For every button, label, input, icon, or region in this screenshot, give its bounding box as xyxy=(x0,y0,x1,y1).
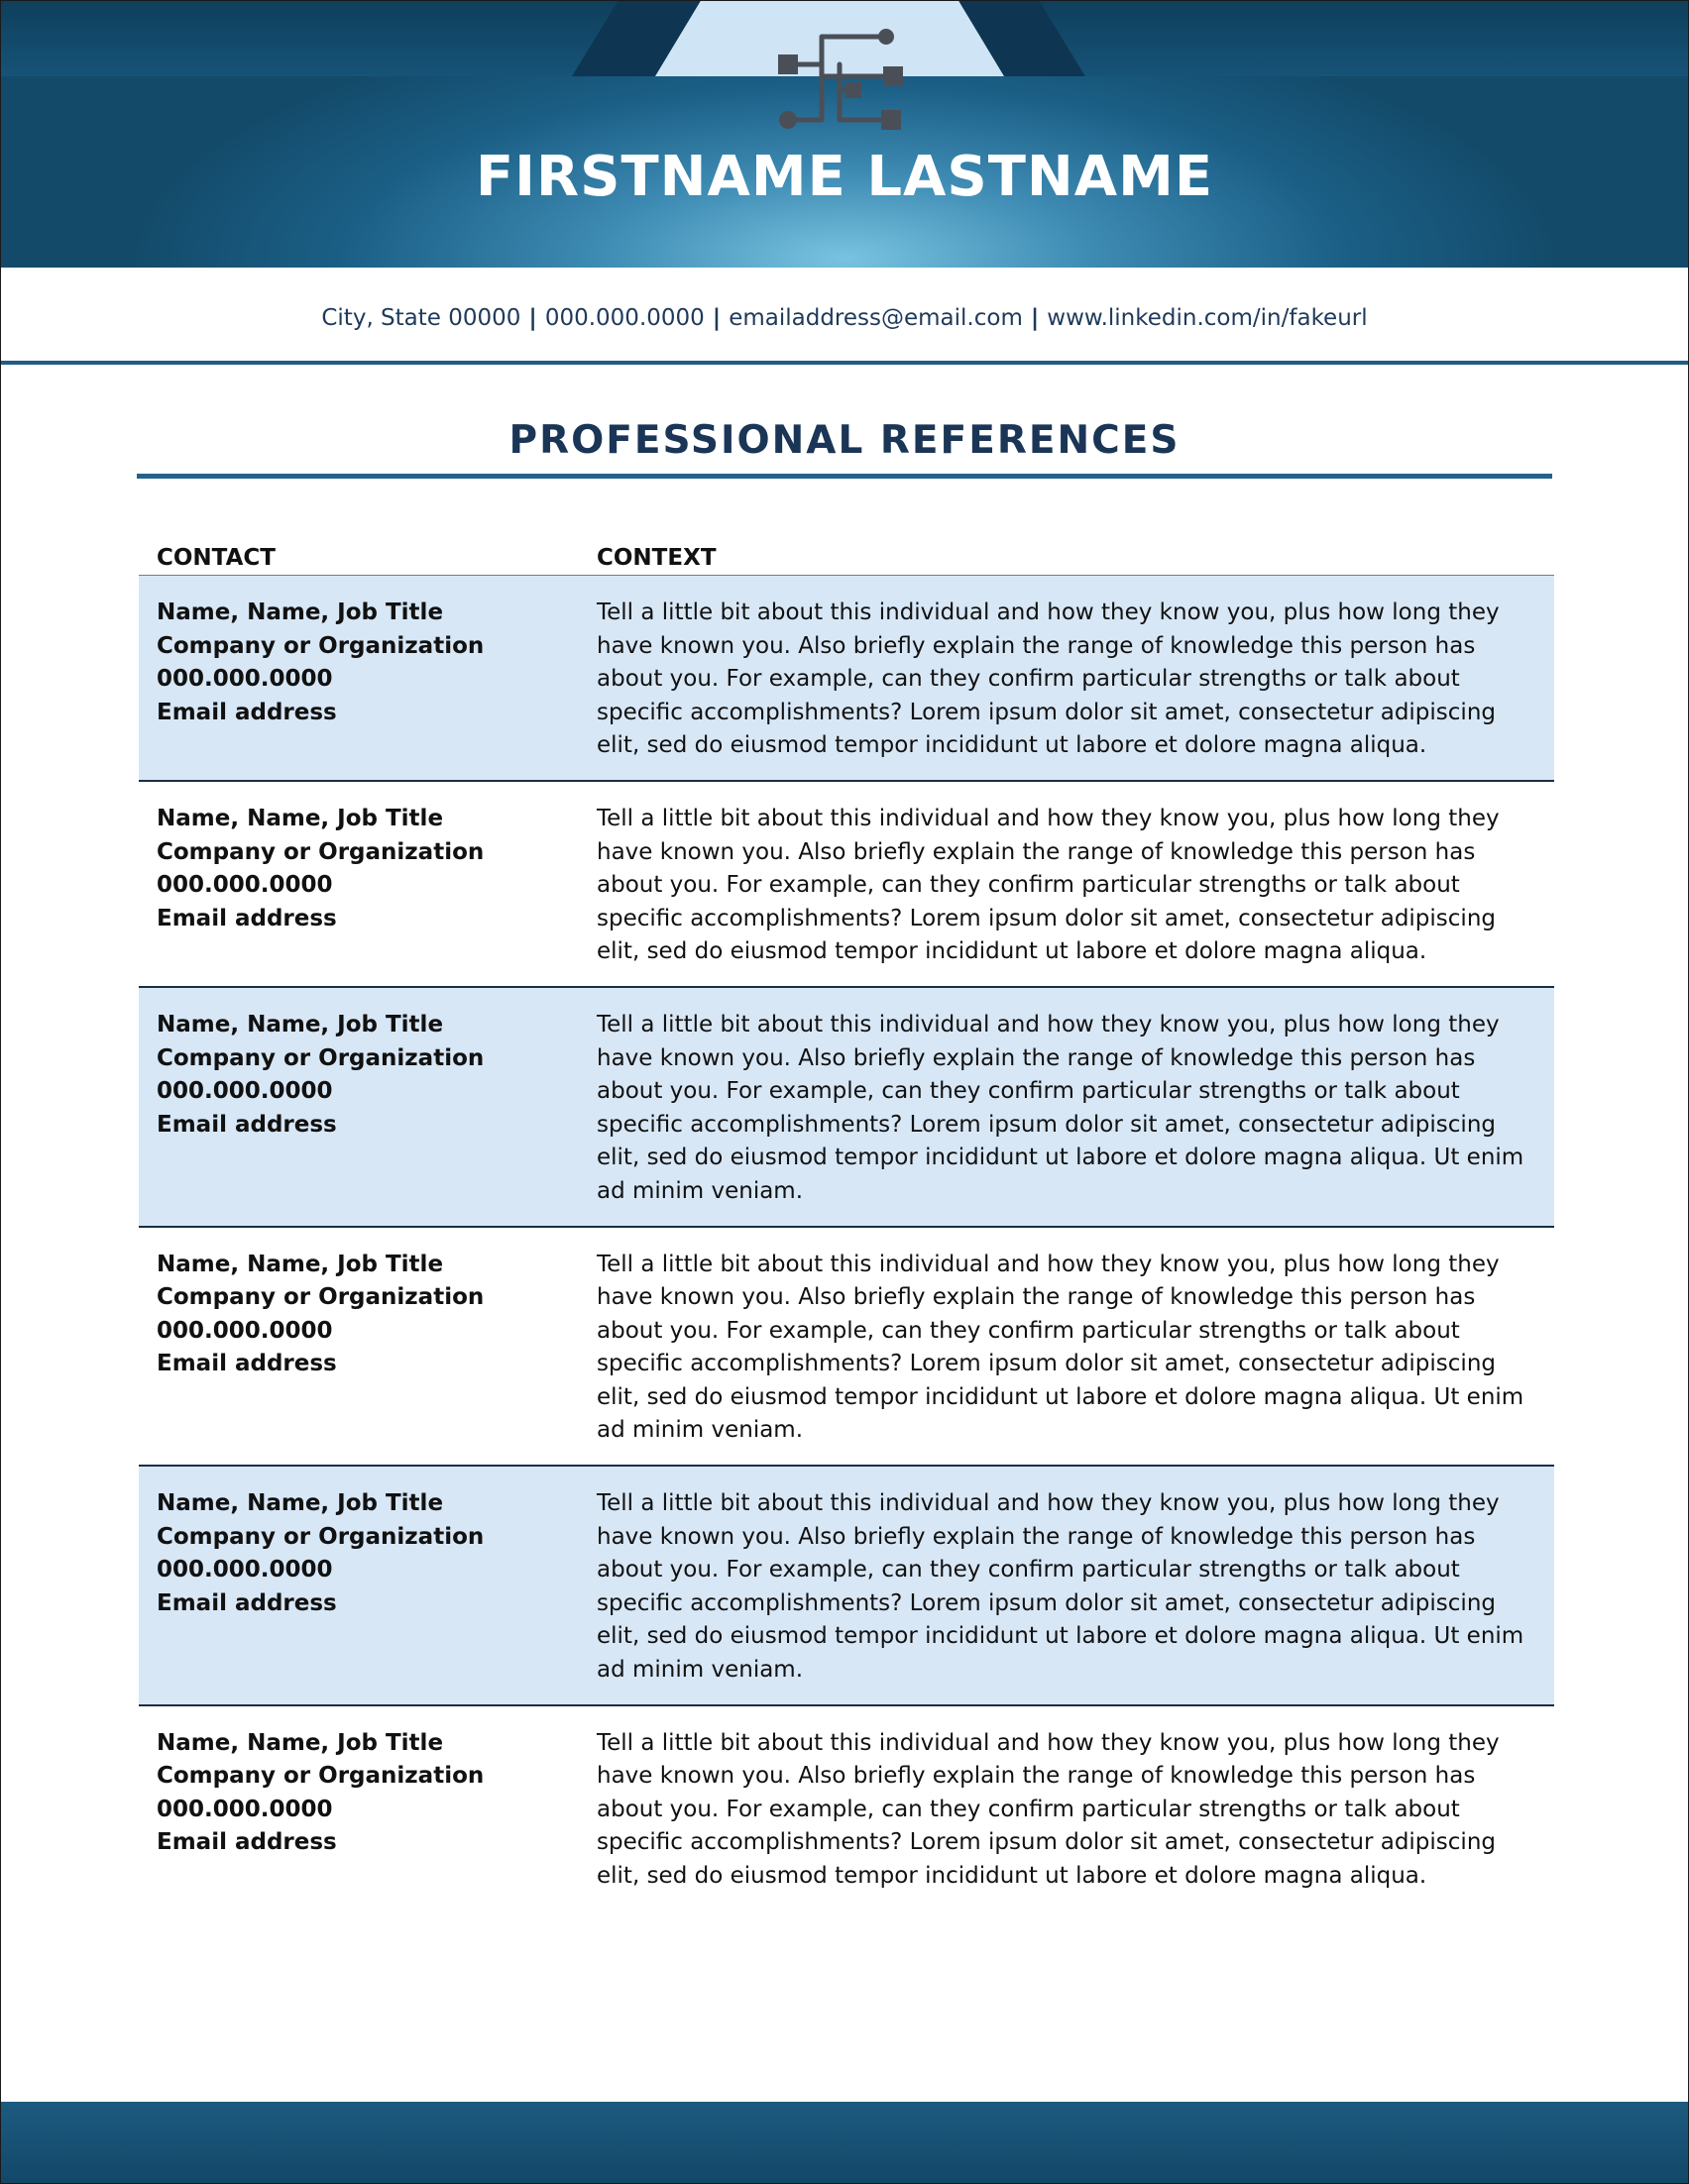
reference-phone: 000.000.0000 xyxy=(157,1317,333,1344)
reference-email: Email address xyxy=(157,699,337,725)
section-title: PROFESSIONAL REFERENCES xyxy=(508,418,1181,463)
reference-context: Tell a little bit about this individual and how they know you, plus how long they have known you. Also briefly explain the range of knowledge this person has about you. For example, can they confirm particular strengths or talk about specific accomplishments? Lorem ipsum dolor sit amet, consectetur adipiscing elit, sed do eiusmod tempor incididunt ut labore et dolore magna aliqua. Ut enim ad minim veniam. xyxy=(597,1011,1524,1204)
reference-phone: 000.000.0000 xyxy=(157,1557,333,1583)
reference-phone: 000.000.0000 xyxy=(157,1796,333,1822)
reference-context: Tell a little bit about this individual and how they know you, plus how long they have known you. Also briefly explain the range of knowledge this person has about you. For example, can they confirm particular strengths or talk about specific accomplishments? Lorem ipsum dolor sit amet, consectetur adipiscing elit, sed do eiusmod tempor incididunt ut labore et dolore magna aliqua. xyxy=(597,805,1500,965)
reference-email: Email address xyxy=(157,1351,337,1377)
header-banner xyxy=(1,1,1688,268)
reference-name: Name, Name, Job Title xyxy=(157,1490,444,1517)
reference-phone: 000.000.0000 xyxy=(157,872,333,899)
contact-line xyxy=(0,303,1689,333)
reference-contact-cell xyxy=(139,1487,585,1688)
contact-separator: | xyxy=(528,305,537,331)
table-row xyxy=(139,988,1554,1228)
reference-email: Email address xyxy=(157,1829,337,1856)
contact-separator: | xyxy=(1030,305,1040,331)
reference-company: Company or Organization xyxy=(157,1044,485,1071)
reference-company: Company or Organization xyxy=(157,838,485,865)
table-row xyxy=(139,1467,1554,1706)
reference-context: Tell a little bit about this individual and how they know you, plus how long they have known you. Also briefly explain the range of knowledge this person has about you. For example, can they confirm particular strengths or talk about specific accomplishments? Lorem ipsum dolor sit amet, consectetur adipiscing elit, sed do eiusmod tempor incididunt ut labore et dolore magna aliqua. Ut enim ad minim veniam. xyxy=(597,1251,1524,1444)
reference-email: Email address xyxy=(157,905,337,931)
reference-context: Tell a little bit about this individual and how they know you, plus how long they have known you. Also briefly explain the range of knowledge this person has about you. For example, can they confirm particular strengths or talk about specific accomplishments? Lorem ipsum dolor sit amet, consectetur adipiscing elit, sed do eiusmod tempor incididunt ut labore et dolore magna aliqua. Ut enim ad minim veniam. xyxy=(597,1490,1524,1684)
reference-company: Company or Organization xyxy=(157,1284,485,1311)
contact-phone: 000.000.0000 xyxy=(544,305,705,331)
reference-name: Name, Name, Job Title xyxy=(157,1729,444,1756)
table-header-row xyxy=(139,543,1554,576)
table-row xyxy=(139,1706,1554,1911)
reference-name: Name, Name, Job Title xyxy=(157,1011,444,1037)
column-header-context: CONTEXT xyxy=(597,545,717,571)
column-header-contact: CONTACT xyxy=(157,545,276,571)
contact-linkedin[interactable]: www.linkedin.com/in/fakeurl xyxy=(1047,305,1368,331)
reference-email: Email address xyxy=(157,1589,337,1616)
reference-phone: 000.000.0000 xyxy=(157,1078,333,1105)
contact-separator: | xyxy=(712,305,722,331)
reference-contact-cell xyxy=(139,597,585,763)
footer-banner xyxy=(1,2102,1688,2183)
contact-location: City, State 00000 xyxy=(321,305,521,331)
reference-company: Company or Organization xyxy=(157,1763,485,1790)
reference-contact-cell xyxy=(139,803,585,969)
reference-email: Email address xyxy=(157,1111,337,1138)
reference-phone: 000.000.0000 xyxy=(157,666,333,693)
applicant-name: FIRSTNAME LASTNAME xyxy=(475,145,1214,209)
reference-name: Name, Name, Job Title xyxy=(157,805,444,831)
reference-company: Company or Organization xyxy=(157,1523,485,1550)
reference-context: Tell a little bit about this individual and how they know you, plus how long they have known you. Also briefly explain the range of knowledge this person has about you. For example, can they confirm particular strengths or talk about specific accomplishments? Lorem ipsum dolor sit amet, consectetur adipiscing elit, sed do eiusmod tempor incididunt ut labore et dolore magna aliqua. xyxy=(597,600,1500,759)
table-row xyxy=(139,576,1554,782)
section-divider xyxy=(137,474,1552,479)
reference-name: Name, Name, Job Title xyxy=(157,600,444,625)
reference-name: Name, Name, Job Title xyxy=(157,1251,444,1277)
references-table xyxy=(139,543,1554,1911)
reference-contact-cell xyxy=(139,1009,585,1209)
contact-email[interactable]: emailaddress@email.com xyxy=(729,305,1023,331)
table-row xyxy=(139,1228,1554,1468)
reference-company: Company or Organization xyxy=(157,632,485,659)
reference-context: Tell a little bit about this individual and how they know you, plus how long they have known you. Also briefly explain the range of knowledge this person has about you. For example, can they confirm particular strengths or talk about specific accomplishments? Lorem ipsum dolor sit amet, consectetur adipiscing elit, sed do eiusmod tempor incididunt ut labore et dolore magna aliqua. xyxy=(597,1729,1500,1889)
table-row xyxy=(139,782,1554,988)
reference-contact-cell xyxy=(139,1727,585,1894)
network-diagram-icon xyxy=(764,21,923,136)
contact-divider xyxy=(1,361,1688,365)
reference-contact-cell xyxy=(139,1249,585,1449)
